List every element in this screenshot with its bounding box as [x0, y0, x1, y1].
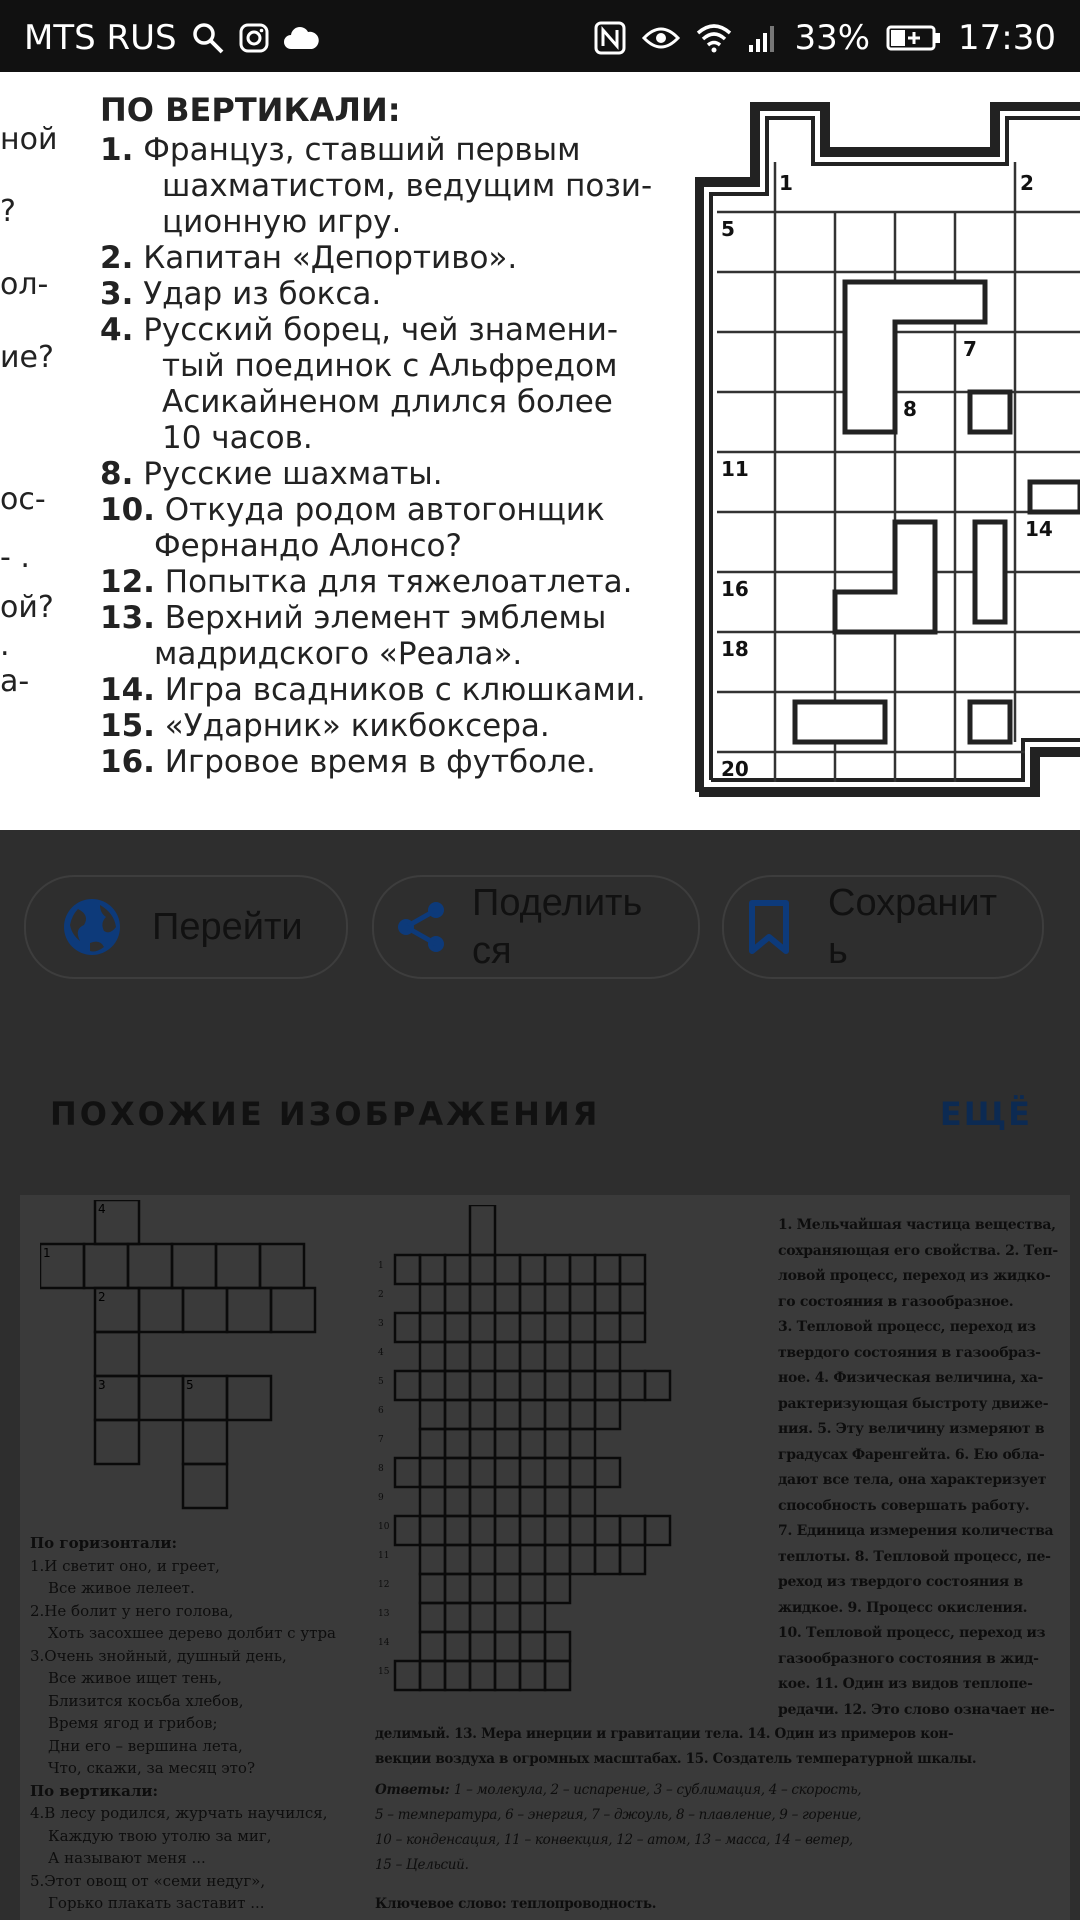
left-fragment: ос- [0, 482, 46, 517]
thumb-grid-cell [395, 1516, 420, 1545]
thumb-row-number: 8 [378, 1464, 384, 1474]
grid-number: 8 [903, 397, 917, 421]
thumb-row-number: 12 [378, 1580, 390, 1590]
thumb-grid-cell [520, 1661, 545, 1690]
thumb-line: 10. Тепловой процесс, переход из [778, 1625, 1046, 1641]
thumb-line: 1.И светит оно, и греет, [30, 1556, 220, 1575]
thumb-line: Время ягод и грибов; [48, 1714, 218, 1732]
thumb-grid-cell [470, 1342, 495, 1371]
thumb-grid-cell [395, 1661, 420, 1690]
thumb-grid-cell [645, 1371, 670, 1400]
crossword-grid [695, 102, 1080, 802]
thumb-grid-cell [420, 1400, 445, 1429]
thumb-grid-cell [495, 1603, 520, 1632]
clue-text: Верхний элемент эмблемы [164, 600, 607, 636]
thumb-grid-number: 2 [98, 1290, 106, 1304]
thumb-grid-cell [520, 1574, 545, 1603]
thumb-grid-cell [470, 1400, 495, 1429]
clue-item [100, 600, 660, 672]
image-viewer[interactable] [0, 72, 1080, 830]
eye-icon [642, 24, 680, 52]
thumb-grid-cell [470, 1487, 495, 1516]
thumb-row-number: 4 [378, 1348, 384, 1358]
thumb-grid-cell [470, 1458, 495, 1487]
clue-text: Удар из бокса. [143, 276, 382, 312]
thumb-grid-number: 1 [43, 1246, 51, 1260]
thumb-line: сохраняющая его свойства. 2. Теп- [778, 1242, 1058, 1259]
grid-number: 7 [963, 337, 977, 361]
thumb-grid-cell [545, 1284, 570, 1313]
share-label [472, 879, 642, 975]
thumb-grid-cell [520, 1545, 545, 1574]
clue-text: «Ударник» кикбоксера. [164, 708, 550, 744]
thumb-grid-cell [520, 1516, 545, 1545]
thumb-grid-cell [545, 1632, 570, 1661]
thumb-line: Все живое ищет тень, [48, 1669, 222, 1687]
clue-text: 10 часов. [162, 420, 313, 456]
thumb-line: Ключевое слово: теплопроводность. [375, 1896, 657, 1912]
thumb-grid-cell [570, 1429, 595, 1458]
thumb-grid-cell [645, 1516, 670, 1545]
thumb-grid-cell [420, 1661, 445, 1690]
left-fragment: ой? [0, 590, 54, 625]
thumb-grid-cell [595, 1371, 620, 1400]
thumb-row-number: 5 [378, 1377, 384, 1387]
thumb-grid-cell [420, 1603, 445, 1632]
thumb-grid-cell [520, 1313, 545, 1342]
thumb-grid-cell [495, 1487, 520, 1516]
thumb-grid-number: 3 [98, 1378, 106, 1392]
clue-number: 13. [100, 600, 155, 636]
clue-text: Француз, ставший первым [143, 132, 581, 168]
thumb-grid-cell [470, 1603, 495, 1632]
clue-text: тый поединок с Альфредом [162, 348, 618, 384]
clue-item [100, 492, 660, 564]
thumb-grid-cell [495, 1400, 520, 1429]
thumb-grid-cell [445, 1371, 470, 1400]
thumb-grid-cell [620, 1313, 645, 1342]
share-label-line: ся [472, 930, 512, 972]
clock: 17:30 [958, 18, 1056, 58]
clue-number: 16. [100, 744, 155, 780]
signal-icon [748, 23, 778, 53]
grid-number: 5 [721, 217, 735, 241]
thumb-grid-cell [470, 1516, 495, 1545]
thumb-line: градусах Фаренгейта. 6. Ею обла- [778, 1446, 1045, 1463]
thumb-grid-cell [545, 1371, 570, 1400]
thumb-line: 1 – молекула, 2 – испарение, 3 – сублимация, 4 – скорость, [453, 1782, 862, 1798]
similar-images-title: ПОХОЖИЕ ИЗОБРАЖЕНИЯ [50, 1095, 601, 1133]
thumb-grid-cell [545, 1313, 570, 1342]
thumb-row-number: 7 [378, 1435, 384, 1445]
thumb-grid-cell [495, 1429, 520, 1458]
thumb-grid-cell [595, 1255, 620, 1284]
battery-percent: 33% [794, 18, 871, 58]
thumb-grid-cell [495, 1371, 520, 1400]
thumb-grid-cell [420, 1342, 445, 1371]
thumb-line: Хоть засохшее дерево долбит с утра [48, 1624, 336, 1642]
thumb-grid-cell [595, 1313, 620, 1342]
clue-text: Фернандо Алонсо? [154, 528, 462, 564]
thumb-line: ловой процесс, переход из жидко- [778, 1268, 1051, 1284]
thumb-grid-cell [545, 1487, 570, 1516]
thumb-row-number: 9 [378, 1493, 384, 1503]
thumb-grid-cell [520, 1342, 545, 1371]
thumb-line: Все живое лелеет. [48, 1579, 195, 1597]
save-label [828, 879, 997, 975]
thumb-line: твердого состояния в газообраз- [778, 1344, 1041, 1361]
thumb-grid-cell [445, 1313, 470, 1342]
thumb-grid-number: 4 [98, 1202, 106, 1216]
thumb-grid-cell [495, 1342, 520, 1371]
thumb-grid-cell [495, 1574, 520, 1603]
thumb-row-number: 11 [378, 1551, 390, 1561]
open-label: Перейти [152, 906, 303, 948]
grid-number: 11 [721, 457, 749, 481]
thumb-grid-cell [595, 1516, 620, 1545]
thumb-line: Что, скажи, за месяц это? [48, 1759, 255, 1777]
thumb-grid-cell [445, 1284, 470, 1313]
thumb-grid-cell [495, 1516, 520, 1545]
thumb-grid-cell [545, 1342, 570, 1371]
thumb-line: редачи. 12. Это слово означает не- [778, 1701, 1055, 1718]
thumb-line: 15 – Цельсий. [375, 1857, 469, 1873]
clue-text: Русские шахматы. [143, 456, 443, 492]
clue-text: Игровое время в футболе. [164, 744, 596, 780]
clue-item [100, 564, 660, 600]
clue-item [100, 240, 660, 276]
thumb-row-number: 2 [378, 1290, 384, 1300]
thumb-row-number: 13 [378, 1609, 390, 1619]
similar-thumbnail[interactable] [375, 1195, 1070, 1920]
thumb-grid-cell [545, 1545, 570, 1574]
grid-number: 18 [721, 637, 749, 661]
thumb-row-number: 3 [378, 1319, 384, 1329]
left-fragment: . [0, 628, 10, 663]
thumb-grid-cell [395, 1255, 420, 1284]
thumb-line: ния. 5. Эту величину измеряют в [778, 1421, 1045, 1437]
thumb-row-number: 10 [378, 1522, 390, 1532]
thumb-grid-cell [420, 1458, 445, 1487]
thumb-line: 1. Мельчайшая частица вещества, [778, 1217, 1056, 1233]
thumb-grid-cell [570, 1371, 595, 1400]
wifi-icon [696, 23, 732, 53]
thumb-grid-cell [520, 1400, 545, 1429]
thumb-grid-cell [570, 1516, 595, 1545]
thumb-grid-cell [570, 1545, 595, 1574]
thumb-grid-cell [570, 1342, 595, 1371]
grid-number: 1 [779, 171, 793, 195]
thumb-grid-cell [420, 1545, 445, 1574]
thumb-grid-cell [420, 1255, 445, 1284]
thumb-line: 4.В лесу родился, журчать научился, [30, 1804, 328, 1822]
share-label-line: Поделить [472, 882, 643, 924]
thumb-line: По вертикали: [30, 1781, 159, 1800]
clue-item [100, 276, 660, 312]
more-link[interactable]: ЕЩЁ [939, 1095, 1032, 1133]
clue-number: 10. [100, 492, 155, 528]
search-icon [191, 21, 225, 55]
left-fragment: - . [0, 540, 30, 575]
clue-item [100, 672, 660, 708]
thumb-grid-cell [595, 1458, 620, 1487]
thumb-grid-cell [470, 1255, 495, 1284]
thumb-line: реход из твердого состояния в [778, 1574, 1023, 1590]
thumb-line: дают все тела, она характеризует [778, 1472, 1047, 1488]
thumb-crossword-grid [385, 1205, 685, 1695]
thumb-grid-cell [420, 1632, 445, 1661]
clue-number: 1. [100, 132, 134, 168]
thumb-grid-cell [595, 1400, 620, 1429]
thumb-line: 7. Единица измерения количества [778, 1523, 1054, 1539]
thumb-line: го состояния в газообразное. [778, 1293, 1014, 1310]
thumb-grid-cell [470, 1661, 495, 1690]
thumb-grid-cell [470, 1205, 495, 1255]
thumb-line: способность совершать работу. [778, 1497, 1030, 1514]
thumb-grid-cell [520, 1255, 545, 1284]
left-fragment: ной [0, 122, 58, 157]
thumb-row-number: 15 [378, 1667, 390, 1677]
thumb-grid-cell [420, 1574, 445, 1603]
clue-item [100, 744, 660, 780]
thumb-grid-cell [495, 1284, 520, 1313]
thumb-grid-cell [445, 1545, 470, 1574]
thumb-line: 3. Тепловой процесс, переход из [778, 1319, 1036, 1335]
thumb-grid-cell [470, 1574, 495, 1603]
thumb-grid-cell [595, 1342, 620, 1371]
left-fragment: ие? [0, 340, 54, 375]
thumb-line: жидкое. 9. Процесс окисления. [778, 1599, 1028, 1616]
thumb-grid-cell [470, 1313, 495, 1342]
thumb-grid-cell [470, 1284, 495, 1313]
thumb-grid-cell [420, 1313, 445, 1342]
clue-text: ционную игру. [162, 204, 402, 240]
thumb-grid-cell [570, 1487, 595, 1516]
thumb-grid-cell [395, 1371, 420, 1400]
thumb-grid-cell [520, 1458, 545, 1487]
thumb-grid-cell [520, 1371, 545, 1400]
clue-item [100, 132, 660, 240]
clue-text: мадридского «Реала». [154, 636, 523, 672]
grid-number: 20 [721, 757, 749, 781]
left-fragment: а- [0, 664, 30, 699]
thumb-grid-cell [495, 1545, 520, 1574]
thumb-line: Каждую твою утолю за миг, [48, 1826, 272, 1845]
thumb-line: Дни его – вершина лета, [48, 1736, 243, 1755]
clue-text: Русский борец, чей знамени- [143, 312, 619, 348]
thumb-grid-cell [595, 1545, 620, 1574]
thumb-grid-cell [620, 1255, 645, 1284]
grid-number: 16 [721, 577, 749, 601]
thumb-riddles [30, 1532, 380, 1915]
battery-icon [886, 24, 942, 52]
thumb-grid-cell [545, 1574, 570, 1603]
thumb-grid-cell [445, 1574, 470, 1603]
thumb-bottom-text [375, 1722, 1065, 1917]
thumb-grid-cell [545, 1458, 570, 1487]
clue-number: 14. [100, 672, 155, 708]
open-button[interactable] [24, 875, 348, 979]
clue-item [100, 312, 660, 456]
clue-text: Асикайненом длился более [162, 384, 613, 420]
thumb-answers-label: Ответы: [375, 1782, 450, 1798]
thumb-grid-cell [445, 1661, 470, 1690]
grid-number: 14 [1025, 517, 1053, 541]
nfc-icon [594, 21, 626, 55]
thumb-grid-cell [495, 1661, 520, 1690]
thumb-grid-number: 5 [186, 1378, 194, 1392]
clue-number: 3. [100, 276, 134, 312]
thumb-grid-cell [520, 1603, 545, 1632]
thumb-grid-cell [570, 1458, 595, 1487]
thumb-line: 2.Не болит у него голова, [30, 1601, 234, 1620]
thumb-grid-cell [520, 1487, 545, 1516]
bookmark-icon [748, 899, 790, 955]
thumb-grid-cell [545, 1400, 570, 1429]
thumb-grid-cell [620, 1284, 645, 1313]
left-fragment: ол- [0, 267, 49, 302]
thumb-grid-cell [470, 1429, 495, 1458]
thumb-line: векции воздуха в огромных масштабах. 15. Создатель температурной шкалы. [375, 1751, 977, 1767]
thumb-grid-cell [520, 1429, 545, 1458]
thumb-grid-cell [570, 1400, 595, 1429]
thumb-line: Горько плакать заставит ... [48, 1894, 265, 1912]
thumb-physics-clues [778, 1213, 1068, 1723]
thumb-grid-cell [470, 1632, 495, 1661]
status-bar [0, 0, 1080, 72]
thumb-row-number: 1 [378, 1261, 384, 1271]
thumb-grid-cell [520, 1284, 545, 1313]
share-icon [392, 898, 450, 956]
thumb-grid-cell [620, 1516, 645, 1545]
thumb-line: рактеризующая быстроту движе- [778, 1395, 1049, 1412]
left-fragment: ? [0, 194, 16, 229]
globe-icon [60, 895, 124, 959]
thumb-grid-cell [445, 1255, 470, 1284]
thumb-line: 5.Этот овощ от «семи недуг», [30, 1871, 266, 1890]
clue-item [100, 456, 660, 492]
save-label-line: ь [828, 930, 848, 972]
thumb-grid-cell [445, 1632, 470, 1661]
clue-item [100, 708, 660, 744]
clue-number: 4. [100, 312, 134, 348]
thumb-crossword-grid [40, 1200, 340, 1520]
grid-number: 2 [1020, 171, 1034, 195]
image-actions [0, 875, 1080, 985]
thumb-grid-cell [420, 1284, 445, 1313]
thumb-line: ное. 4. Физическая величина, ха- [778, 1370, 1044, 1386]
save-label-line: Сохранит [828, 882, 998, 924]
cloud-icon [283, 25, 319, 51]
thumb-grid-cell [495, 1313, 520, 1342]
thumb-grid-cell [395, 1313, 420, 1342]
clue-number: 15. [100, 708, 155, 744]
thumb-line: 10 – конденсация, 11 – конвекция, 12 – атом, 13 – масса, 14 – ветер, [375, 1832, 853, 1848]
thumb-grid-cell [520, 1632, 545, 1661]
thumb-grid-cell [570, 1313, 595, 1342]
thumb-line: теплоты. 8. Тепловой процесс, пе- [778, 1548, 1051, 1565]
thumb-line: делимый. 13. Мера инерции и гравитации тела. 14. Один из примеров кон- [375, 1726, 954, 1742]
thumb-line: газообразного состояния в жид- [778, 1650, 1039, 1667]
thumb-line: 5 – температура, 6 – энергия, 7 – джоуль, 8 – плавление, 9 – горение, [375, 1807, 862, 1823]
thumb-grid-cell [445, 1516, 470, 1545]
clues-heading: ПО ВЕРТИКАЛИ: [100, 91, 401, 129]
thumb-row-number: 6 [378, 1406, 384, 1416]
thumb-grid-cell [545, 1661, 570, 1690]
save-button[interactable] [722, 875, 1044, 979]
clue-text: шахматистом, ведущим пози- [162, 168, 653, 204]
thumb-line: 3.Очень знойный, душный день, [30, 1646, 287, 1665]
thumb-grid-cell [570, 1284, 595, 1313]
clue-number: 8. [100, 456, 134, 492]
thumb-grid-cell [420, 1516, 445, 1545]
thumb-grid-cell [620, 1371, 645, 1400]
thumb-grid-cell [495, 1632, 520, 1661]
thumb-grid-cell [420, 1371, 445, 1400]
thumb-grid-cell [395, 1458, 420, 1487]
clue-number: 12. [100, 564, 155, 600]
thumb-grid-cell [445, 1603, 470, 1632]
similar-thumbnail[interactable] [20, 1195, 380, 1920]
clue-text: Попытка для тяжелоатлета. [164, 564, 633, 600]
thumb-line: кое. 11. Один из видов теплопе- [778, 1676, 1033, 1692]
thumb-grid-cell [470, 1371, 495, 1400]
carrier-name: MTS RUS [24, 18, 177, 58]
thumb-grid-cell [545, 1516, 570, 1545]
clue-number: 2. [100, 240, 134, 276]
thumb-grid-cell [445, 1400, 470, 1429]
clues-list [100, 92, 660, 780]
clue-text: Откуда родом автогонщик [164, 492, 605, 528]
thumb-grid-cell [570, 1255, 595, 1284]
thumb-grid-cell [445, 1458, 470, 1487]
share-button[interactable] [372, 875, 700, 979]
similar-images-grid [20, 1195, 1070, 1920]
instagram-icon [239, 23, 269, 53]
thumb-grid-cell [595, 1284, 620, 1313]
thumb-grid-cell [545, 1255, 570, 1284]
thumb-grid-cell [420, 1429, 445, 1458]
thumb-grid-cell [445, 1429, 470, 1458]
clue-text: Игра всадников с клюшками. [164, 672, 646, 708]
thumb-line: А называют меня ... [48, 1849, 206, 1867]
thumb-line: Близится косьба хлебов, [48, 1691, 244, 1710]
thumb-line: По горизонтали: [30, 1534, 178, 1552]
thumb-row-number: 14 [378, 1638, 390, 1648]
thumb-grid-cell [495, 1458, 520, 1487]
thumb-grid-cell [620, 1545, 645, 1574]
thumb-grid-cell [545, 1429, 570, 1458]
clue-text: Капитан «Депортиво». [143, 240, 518, 276]
thumb-grid-cell [445, 1487, 470, 1516]
thumb-grid-cell [470, 1545, 495, 1574]
thumb-grid-cell [420, 1487, 445, 1516]
thumb-grid-cell [445, 1342, 470, 1371]
thumb-grid-cell [495, 1255, 520, 1284]
